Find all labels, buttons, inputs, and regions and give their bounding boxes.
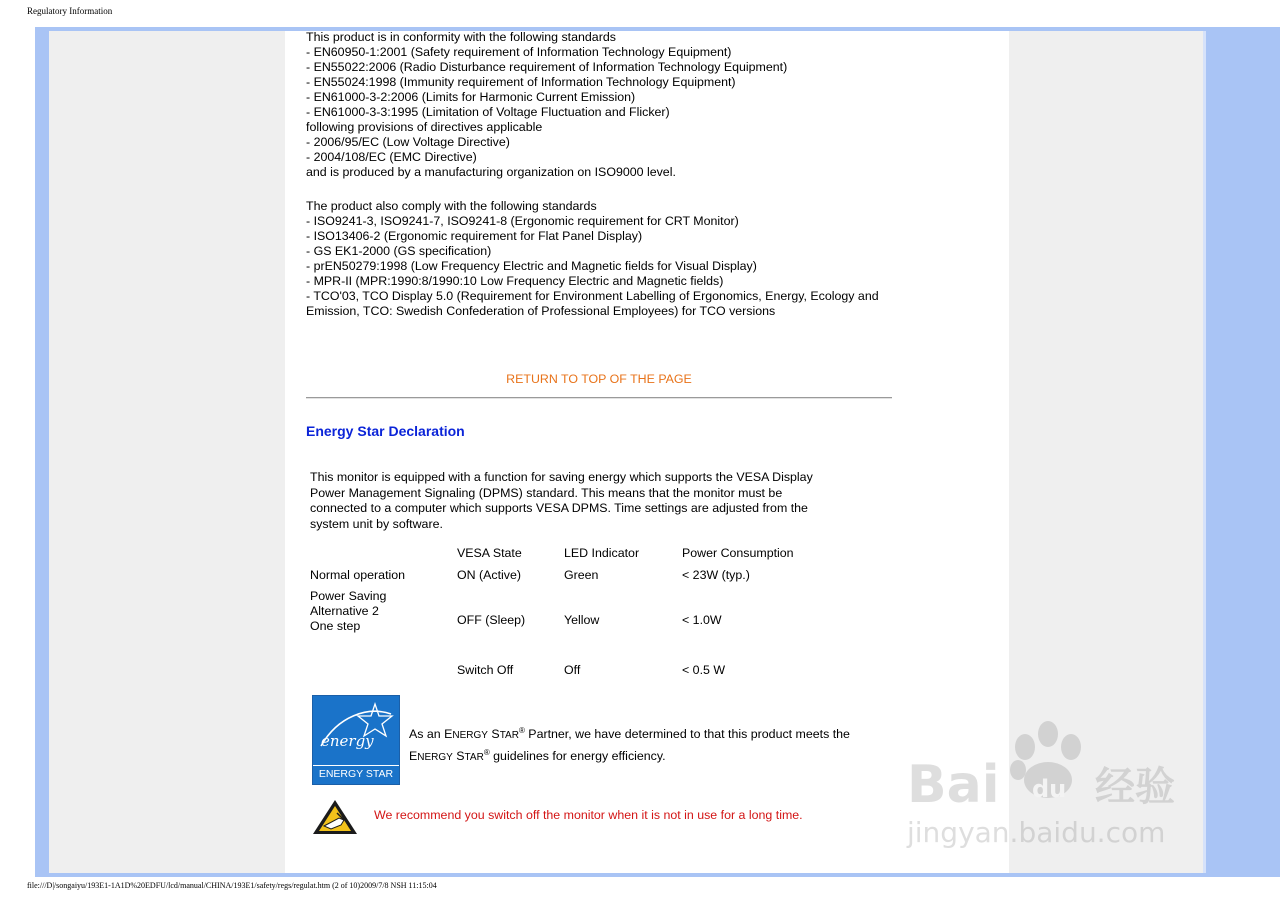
partner-line-1 [409,722,850,744]
row-led: Green [564,568,599,582]
standards-line: - EN61000-3-3:1995 (Limitation of Voltage Fluctuation and Flicker) [306,105,670,119]
watermark-du: du [1032,775,1067,803]
header-led-indicator: LED Indicator [564,546,640,560]
partner-line-2 [409,744,850,766]
warning-hand-icon [311,798,359,836]
partner-text: NERGY [417,752,453,764]
row-mode: Normal operation [310,568,406,582]
standards-line: - EN60950-1:2001 (Safety requirement of Information Technology Equipment) [306,45,732,59]
row-led: Yellow [564,613,600,627]
watermark-jingyan: 经验 [1095,764,1175,810]
standards-block [306,30,787,180]
partner-text: S [452,749,465,764]
row-led: Off [564,663,581,677]
partner-text: As an E [409,727,453,742]
comply-line: - GS EK1-2000 (GS specification) [306,244,492,258]
registered-mark: ® [518,726,525,735]
comply-line: - MPR-II (MPR:1990:8/1990:10 Low Frequency Electric and Magnetic fields) [306,274,724,288]
partner-text: NERGY [452,730,488,742]
partner-text: E [409,749,418,764]
row-power: < 1.0W [682,613,722,627]
row-power: < 0.5 W [682,663,726,677]
partner-text: TAR [464,752,484,764]
standards-line: following provisions of directives applicable [306,120,543,134]
comply-line: - ISO9241-3, ISO9241-7, ISO9241-8 (Ergonomic requirement for CRT Monitor) [306,214,739,228]
energy-star-logo [312,695,400,785]
comply-line: - TCO'03, TCO Display 5.0 (Requirement for Environment Labelling of Ergonomics, Energy, Ecology and [306,289,879,303]
return-to-top-link[interactable]: RETURN TO TOP OF THE PAGE [506,372,692,386]
header-vesa-state: VESA State [457,546,522,560]
watermark-bai: Bai [907,755,1000,815]
row-state: OFF (Sleep) [457,613,526,627]
header-power-consumption: Power Consumption [682,546,794,560]
row-mode: One step [310,619,361,633]
comply-line: The product also comply with the following standards [306,199,597,213]
baidu-watermark [905,712,1205,857]
row-mode: Power Saving [310,589,387,603]
row-state: Switch Off [457,663,514,677]
warning-text: We recommend you switch off the monitor when it is not in use for a long time. [374,808,803,822]
row-power: < 23W (typ.) [682,568,750,582]
logo-label: ENERGY STAR [313,765,399,782]
partner-text: Partner, we have determined to that this product meets the [524,727,850,742]
partner-text: S [487,727,500,742]
energy-star-swoosh-icon [313,696,399,766]
comply-line: - ISO13406-2 (Ergonomic requirement for Flat Panel Display) [306,229,643,243]
left-panel [49,31,285,873]
energy-paragraph [310,470,813,532]
comply-line: - prEN50279:1998 (Low Frequency Electric and Magnetic fields for Visual Display) [306,259,757,273]
registered-mark: ® [483,748,490,758]
paragraph-line: Power Management Signaling (DPMS) standard. This means that the monitor must be [310,485,783,500]
standards-line: - 2006/95/EC (Low Voltage Directive) [306,135,510,149]
standards-line: - EN61000-3-2:2006 (Limits for Harmonic Current Emission) [306,90,636,104]
energy-star-partner-text [409,722,850,766]
section-divider [306,397,892,399]
paragraph-line: connected to a computer which supports VESA DPMS. Time settings are adjusted from the [310,501,808,515]
partner-text: guidelines for energy efficiency. [489,749,666,764]
standards-line: - EN55024:1998 (Immunity requirement of Information Technology Equipment) [306,75,736,89]
row-state: ON (Active) [457,568,522,582]
paragraph-line: This monitor is equipped with a function for saving energy which supports the VESA Display [310,470,813,484]
standards-line: This product is in conformity with the following standards [306,30,616,44]
comply-line: Emission, TCO: Swedish Confederation of Professional Employees) for TCO versions [306,304,776,318]
logo-script-text: energy [321,732,374,750]
watermark-url: jingyan.baidu.com [907,816,1166,849]
energy-star-title: Energy Star Declaration [306,423,465,439]
row-mode: Alternative 2 [310,604,379,618]
standards-line: - EN55022:2006 (Radio Disturbance requirement of Information Technology Equipment) [306,60,788,74]
also-comply-block [306,199,879,319]
partner-text: TAR [499,730,519,742]
standards-line: - 2004/108/EC (EMC Directive) [306,150,477,164]
standards-line: and is produced by a manufacturing organization on ISO9000 level. [306,165,676,179]
paragraph-line: system unit by software. [310,516,443,531]
print-header: Regulatory Information [27,6,113,16]
print-footer: file:///D|/songaiyu/193E1-1A1D%20EDFU/lcd/manual/CHINA/193E1/safety/regs/regulat.htm (2 of 10)2009/7/8 NSH 11:15:04 [27,881,437,890]
